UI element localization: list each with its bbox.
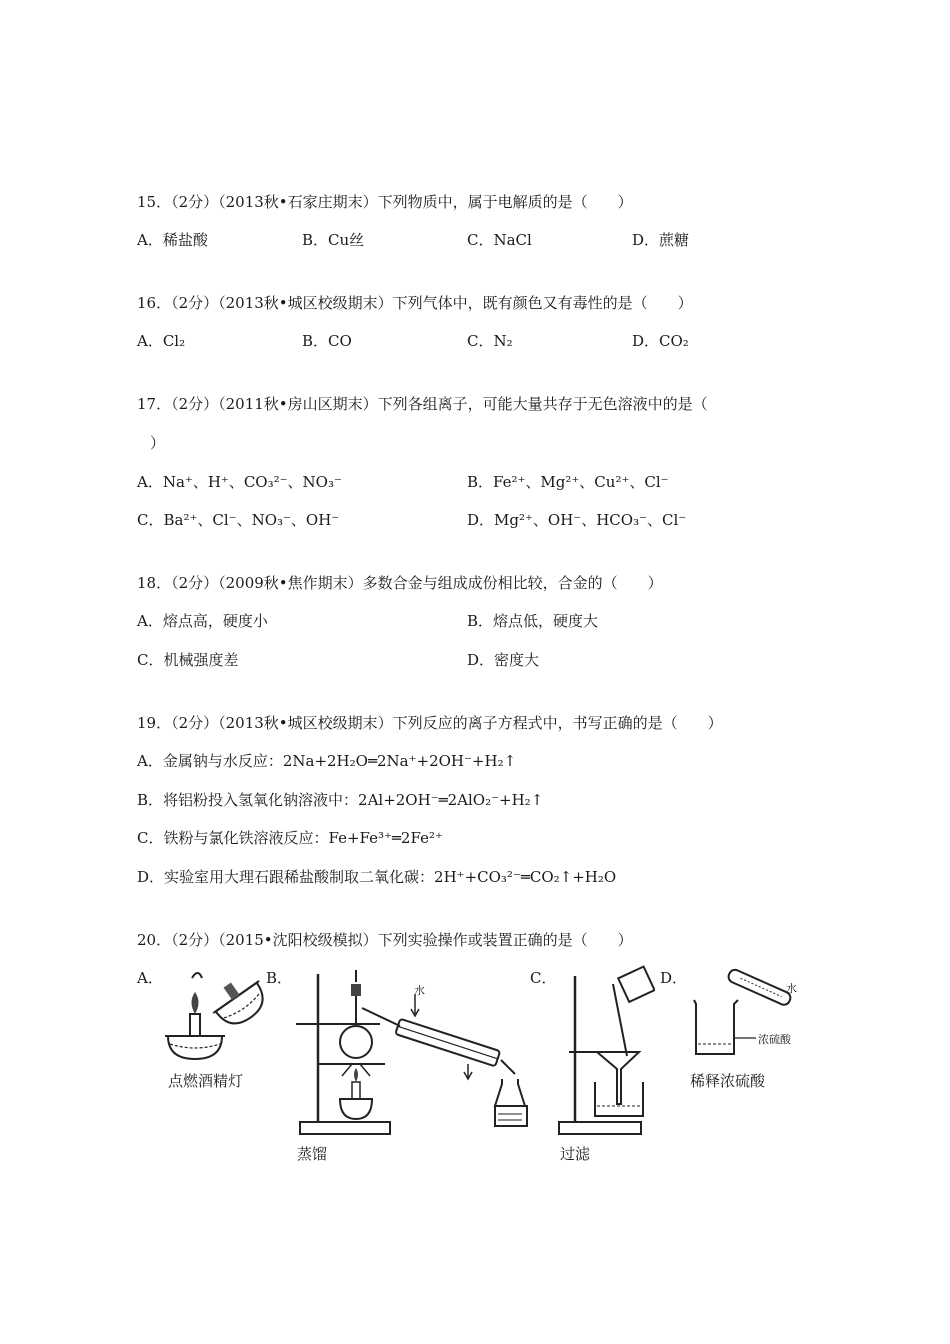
question-17-option-d: D．Mg²⁺、OH⁻、HCO₃⁻、Cl⁻ <box>467 511 687 529</box>
question-16-stem: 16．（2分）（2013秋•城区校级期末）下列气体中，既有颜色又有毒性的是（ ） <box>137 294 693 312</box>
question-15-option-a: A．稀盐酸 <box>137 231 208 249</box>
question-17-option-c: C．Ba²⁺、Cl⁻、NO₃⁻、OH⁻ <box>137 511 340 529</box>
figure-b-water-label: 水 <box>414 984 425 997</box>
question-15-option-d: D．蔗糖 <box>632 231 690 249</box>
question-16-option-b: B．CO <box>302 332 352 350</box>
question-16-option-c: C．N₂ <box>467 332 513 350</box>
figure-b-caption: 蒸馏 <box>297 1145 328 1163</box>
question-19-option-a: A．金属钠与水反应：2Na+2H₂O═2Na⁺+2OH⁻+H₂↑ <box>137 752 517 770</box>
question-17-stem: 17．（2分）（2011秋•房山区期末）下列各组离子，可能大量共存于无色溶液中的是（ <box>137 395 708 413</box>
figure-c-filtration-apparatus <box>555 964 655 1144</box>
question-16-option-a: A．Cl₂ <box>137 332 186 350</box>
figure-d-caption: 稀释浓硫酸 <box>690 1072 766 1090</box>
question-19-stem: 19．（2分）（2013秋•城区校级期末）下列反应的离子方程式中，书写正确的是（ ） <box>137 714 723 732</box>
question-20-letter-c: C． <box>530 969 557 987</box>
question-17-option-a: A．Na⁺、H⁺、CO₃²⁻、NO₃⁻ <box>137 473 342 491</box>
question-19-option-c: C．铁粉与氯化铁溶液反应：Fe+Fe³⁺═2Fe²⁺ <box>137 829 443 847</box>
figure-d-acid-label: 浓硫酸 <box>758 1033 791 1046</box>
figure-c-caption: 过滤 <box>560 1145 591 1163</box>
question-18-option-b: B．熔点低，硬度大 <box>467 612 599 630</box>
figure-b-distillation-apparatus <box>290 964 535 1144</box>
question-18-option-c: C．机械强度差 <box>137 651 239 669</box>
question-15-option-b: B．Cu丝 <box>302 231 365 249</box>
figure-a-caption: 点燃酒精灯 <box>168 1072 244 1090</box>
question-20-letter-d: D． <box>660 969 688 987</box>
question-18-option-a: A．熔点高，硬度小 <box>137 612 268 630</box>
question-17-option-b: B．Fe²⁺、Mg²⁺、Cu²⁺、Cl⁻ <box>467 473 669 491</box>
question-19-option-b: B．将铝粉投入氢氧化钠溶液中：2Al+2OH⁻═2AlO₂⁻+H₂↑ <box>137 791 544 809</box>
question-20-letter-b: B． <box>266 969 293 987</box>
question-18-stem: 18．（2分）（2009秋•焦作期末）多数合金与组成成份相比较，合金的（ ） <box>137 574 663 592</box>
figure-d-water-label: 水 <box>786 982 797 995</box>
question-18-option-d: D．密度大 <box>467 651 540 669</box>
question-19-option-d: D．实验室用大理石跟稀盐酸制取二氧化碳：2H⁺+CO₃²⁻═CO₂↑+H₂O <box>137 868 617 886</box>
question-16-option-d: D．CO₂ <box>632 332 689 350</box>
question-17-stem-continuation: ） <box>150 434 166 452</box>
question-15-stem: 15．（2分）（2013秋•石家庄期末）下列物质中，属于电解质的是（ ） <box>137 193 633 211</box>
question-15-option-c: C．NaCl <box>467 231 532 249</box>
figure-a-lighting-alcohol-lamp <box>160 964 270 1064</box>
question-20-letter-a: A． <box>137 969 163 987</box>
figure-d-diluting-acid <box>688 966 818 1066</box>
question-20-stem: 20．（2分）（2015•沈阳校级模拟）下列实验操作或装置正确的是（ ） <box>137 931 633 949</box>
